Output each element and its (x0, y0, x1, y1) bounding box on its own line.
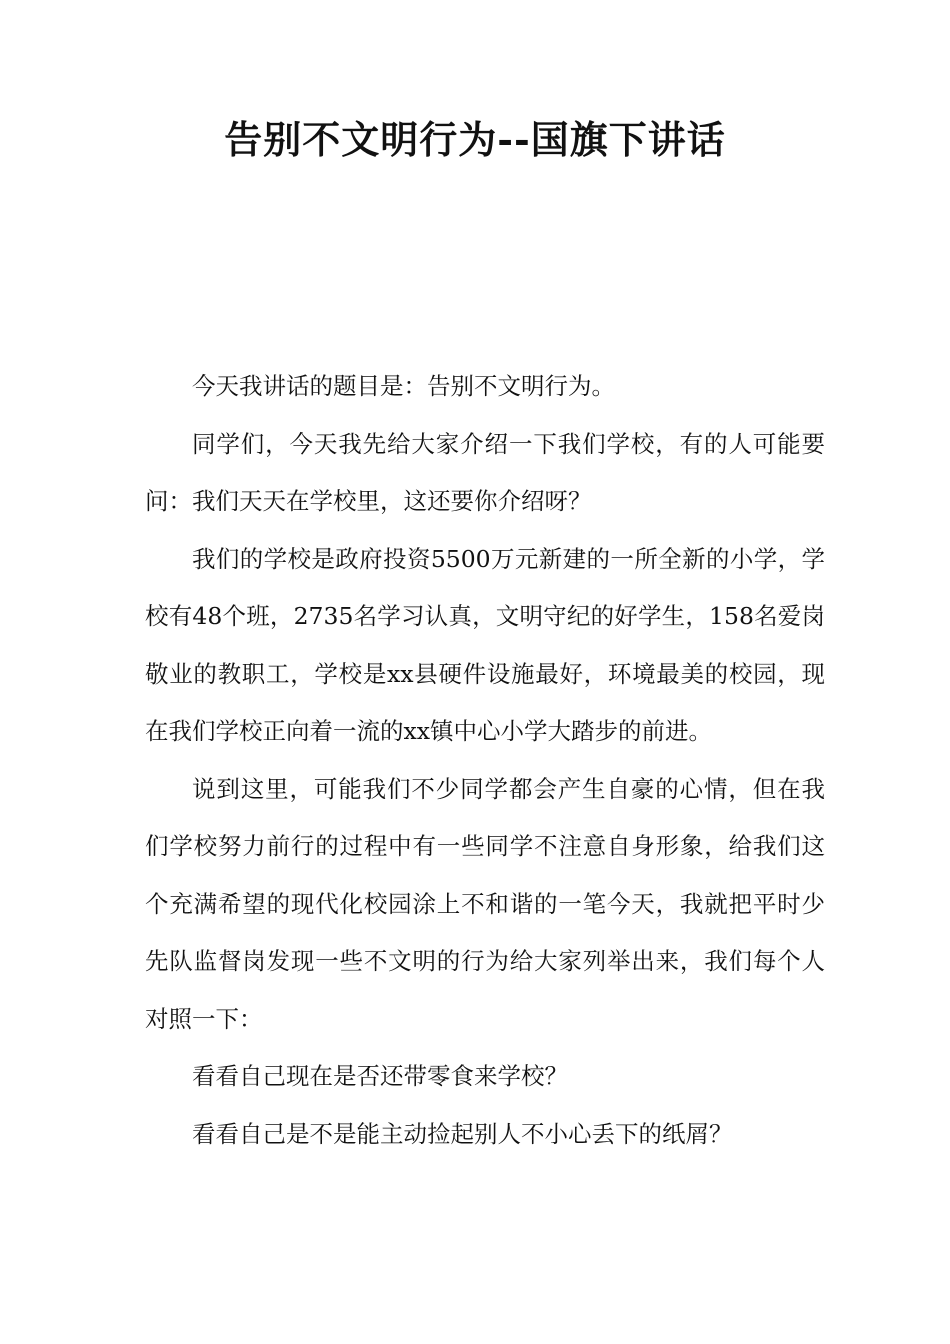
paragraph-intro: 同学们，今天我先给大家介绍一下我们学校，有的人可能要问：我们天天在学校里，这还要你介绍呀？ (145, 429, 825, 515)
paragraph-question-snacks: 看看自己现在是否还带零食来学校？ (192, 1062, 568, 1090)
paragraph-behavior: 说到这里，可能我们不少同学都会产生自豪的心情，但在我们学校努力前行的过程中有一些同学不注意自身形象，给我们这个充满希望的现代化校园涂上不和谐的一笔今天，我就把平时少先队监督岗发现一些不文明的行为给大家列举出来，我们每个人对照一下： (145, 774, 825, 1033)
paragraph-school: 我们的学校是政府投资5500万元新建的一所全新的小学，学校有48个班，2735名学习认真，文明守纪的好学生，158名爱岗敬业的教职工，学校是xx县硬件设施最好，环境最美的校园，现在我们学校正向着一流的xx镇中心小学大踏步的前进。 (145, 544, 825, 745)
paragraph-topic: 今天我讲话的题目是：告别不文明行为。 (192, 372, 615, 400)
document-title: 告别不文明行为--国旗下讲话 (224, 117, 726, 162)
paragraph-question-litter: 看看自己是不是能主动捡起别人不小心丢下的纸屑？ (192, 1119, 733, 1148)
document-body (145, 358, 825, 1163)
